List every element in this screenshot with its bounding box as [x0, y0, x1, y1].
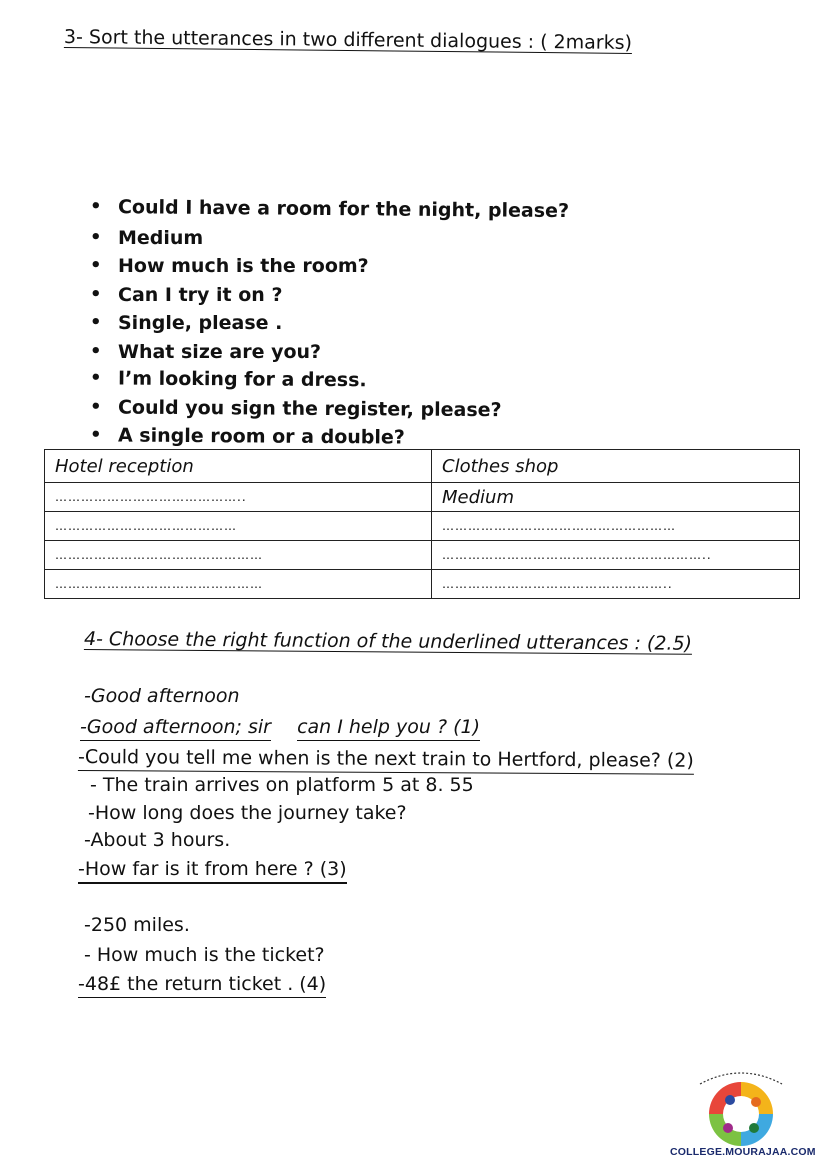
- bullet-icon: •: [90, 283, 102, 305]
- list-item: • Can I try it on ?: [88, 281, 569, 310]
- table-header-row: [45, 450, 800, 483]
- dialogue-line-3: [78, 746, 694, 772]
- dialogue-line-1: -Good afternoon: [84, 685, 240, 707]
- list-item: • Could you sign the register, please?: [88, 393, 569, 425]
- answer-blank[interactable]: ……………………………………………..: [432, 570, 800, 599]
- list-item: • A single room or a double?: [88, 421, 569, 453]
- answer-blank[interactable]: ……………………………………..: [45, 483, 432, 512]
- dialogue-line-8: -250 miles.: [84, 914, 190, 936]
- bullet-icon: •: [90, 340, 102, 362]
- list-item: • Medium: [88, 224, 569, 253]
- answer-blank[interactable]: ……………………………………………………..: [432, 541, 800, 570]
- bullet-icon: •: [89, 195, 102, 218]
- dialogue-line-9: - How much is the ticket?: [84, 944, 325, 966]
- bullet-icon: •: [89, 367, 102, 389]
- list-item: • Single, please .: [88, 309, 569, 338]
- dialogue-line-6: -About 3 hours.: [84, 829, 231, 851]
- list-item: • I’m looking for a dress.: [88, 364, 569, 396]
- answer-blank[interactable]: ………………………………………………: [432, 512, 800, 541]
- dialogue-line-2-greeting: -Good afternoon; sir: [80, 716, 271, 741]
- dialogue-line-4: - The train arrives on platform 5 at 8. 55: [90, 774, 474, 796]
- bullet-icon: •: [89, 395, 102, 417]
- answer-blank[interactable]: …………………………………………: [45, 541, 432, 570]
- underlined-utterance-3: -How far is it from here ? (3): [78, 858, 347, 884]
- dialogue-line-2: [80, 716, 480, 738]
- underlined-utterance-2: -Could you tell me when is the next train to Hertford, please? (2): [78, 746, 694, 775]
- table-row: [45, 483, 800, 512]
- list-item: • Could I have a room for the night, please?: [88, 193, 569, 226]
- table-row: [45, 570, 800, 599]
- answer-blank[interactable]: …………………………………………: [45, 570, 432, 599]
- bullet-icon: •: [90, 312, 102, 333]
- utterance-list: [88, 195, 569, 452]
- header-clothes-shop: Clothes shop: [432, 450, 800, 483]
- dialogue-line-5: -How long does the journey take?: [88, 802, 407, 824]
- exercise-3-heading: 3- Sort the utterances in two different dialogues : ( 2marks): [63, 26, 633, 54]
- table-row: [45, 541, 800, 570]
- header-hotel-reception: Hotel reception: [45, 450, 432, 483]
- exercise-4-heading: 4- Choose the right function of the underlined utterances : (2.5): [83, 628, 693, 655]
- site-logo-text: COLLEGE.MOURAJAA.COM: [670, 1146, 816, 1158]
- answer-cell: Medium: [432, 483, 800, 512]
- sort-table: [44, 449, 800, 599]
- underlined-utterance-1: can I help you ? (1): [297, 716, 480, 741]
- list-item: • How much is the room?: [88, 252, 569, 281]
- answer-blank[interactable]: ……………………………………: [45, 512, 432, 541]
- list-item: • What size are you?: [88, 338, 569, 367]
- bullet-icon: •: [90, 255, 102, 276]
- dialogue-line-10: [78, 973, 326, 995]
- underlined-utterance-4: -48£ the return ticket . (4): [78, 973, 326, 998]
- table-row: [45, 512, 800, 541]
- dialogue-line-7: [78, 858, 347, 880]
- bullet-icon: •: [90, 226, 102, 248]
- bullet-icon: •: [89, 424, 102, 446]
